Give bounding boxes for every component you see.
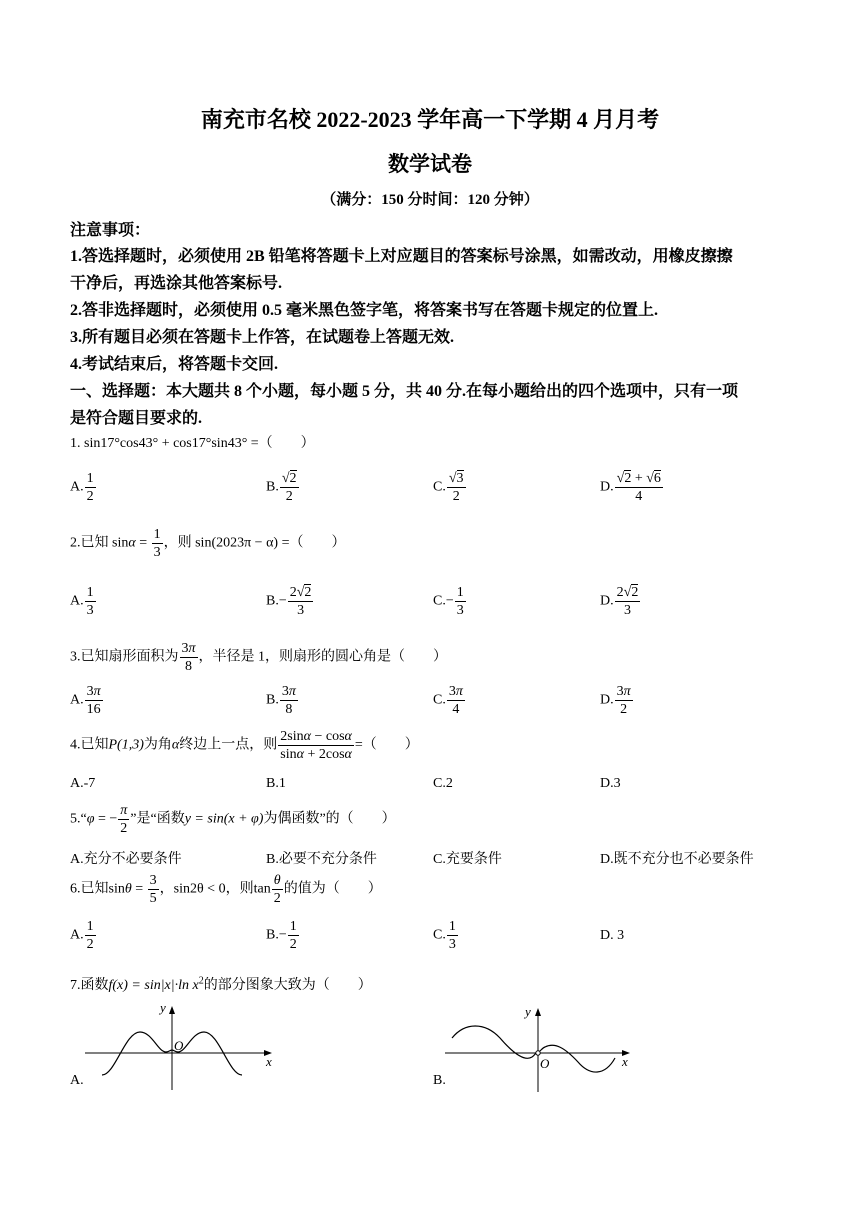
q2-option-a: A. $\frac{1}{3}$ — [70, 585, 94, 618]
note-item-1: 1.答选择题时，必须使用 2B 铅笔将答题卡上对应题目的答案标号涂黑，如需改动，用橡皮擦擦 — [70, 248, 733, 265]
page-title: 南充市名校 2022-2023 学年高一下学期 4 月月考 — [200, 107, 660, 132]
q2-option-d: D. $\frac{2√2}{3}$ — [600, 585, 639, 618]
y-axis-arrow — [169, 1006, 175, 1014]
y-axis-arrow — [535, 1008, 541, 1016]
graph-option-a — [80, 1000, 280, 1095]
curve-b — [452, 1026, 615, 1072]
score-info: （满分：150 分时间：120 分钟） — [321, 192, 539, 208]
q4-option-a: A.-7 — [70, 776, 96, 791]
page-subtitle: 数学试卷 — [388, 152, 472, 176]
q1-option-b: B. $\frac{√2}{2}$ — [266, 471, 297, 504]
q1-option-c: C. $\frac{√3}{2}$ — [433, 471, 464, 504]
q4-option-d: D.3 — [600, 776, 621, 791]
y-label: y — [525, 1004, 531, 1019]
q3-option-a: A. $\frac{3\pi}{16}$ — [70, 684, 101, 717]
q2-option-b: B.− $\frac{2√2}{3}$ — [266, 585, 312, 618]
graph-a-label: A. — [70, 1073, 84, 1088]
question-5-stem: 5.“φ = − $\frac{\pi}{2}$ ”是“函数y = sin(x + φ)为偶函数”的（ ） — [70, 803, 396, 836]
question-2-stem: 2.已知 sinα = $\frac{1}{3}$ ，则 sin(2023π − α) =（ ） — [70, 527, 346, 560]
q4-option-b: B.1 — [266, 776, 286, 791]
note-item-1-cont: 干净后，再选涂其他答案标号. — [70, 275, 283, 292]
q4-option-c: C.2 — [433, 776, 453, 791]
q6-option-b: B.− $\frac{1}{2}$ — [266, 919, 297, 952]
question-7-stem: 7.函数f(x) = sin|x|·ln $x^2$的部分图象大致为（ ） — [70, 975, 372, 993]
notes-heading: 注意事项： — [70, 222, 151, 239]
q6-option-c: C. $\frac{1}{3}$ — [433, 919, 456, 952]
x-label: x — [266, 1054, 272, 1069]
origin-hollow-point — [536, 1051, 540, 1055]
q6-option-d: D. 3 — [600, 928, 625, 943]
note-item-2: 2.答非选择题时，必须使用 0.5 毫米黑色签字笔，将答案书写在答题卡规定的位置上. — [70, 302, 659, 319]
question-4-stem: 4.已知P(1,3)为角α终边上一点，则 $\frac{2\sin\alpha - \cos\alpha}{\sin\alpha + 2\cos\alpha}$ =（ ） — [70, 729, 419, 762]
y-label: y — [160, 1000, 166, 1015]
origin-label: O — [540, 1056, 550, 1071]
q5-option-a: A.充分不必要条件 — [70, 852, 182, 867]
graph-option-b — [440, 1000, 640, 1095]
q5-option-b: B.必要不充分条件 — [266, 852, 377, 867]
q1-option-d: D. $\frac{√2 + √6}{4}$ — [600, 471, 661, 504]
q2-option-c: C.− $\frac{1}{3}$ — [433, 585, 464, 618]
q3-option-b: B. $\frac{3\pi}{8}$ — [266, 684, 296, 717]
q5-option-d: D.既不充分也不必要条件 — [600, 852, 754, 867]
q6-option-a: A. $\frac{1}{2}$ — [70, 919, 94, 952]
q3-option-c: C. $\frac{3\pi}{4}$ — [433, 684, 463, 717]
note-item-3: 3.所有题目必须在答题卡上作答，在试题卷上答题无效. — [70, 329, 455, 346]
section-heading: 一、选择题：本大题共 8 个小题，每小题 5 分，共 40 分.在每小题给出的四个选项中，只有一项 — [70, 383, 739, 400]
note-item-4: 4.考试结束后，将答题卡交回. — [70, 356, 279, 373]
question-3-stem: 3.已知扇形面积为 $\frac{3\pi}{8}$ ，半径是 1，则扇形的圆心角是（ ） — [70, 641, 448, 674]
q1-option-a: A. $\frac{1}{2}$ — [70, 471, 94, 504]
question-1-stem: 1. sin17°cos43° + cos17°sin43° =（ ） — [70, 436, 315, 451]
question-6-stem: 6.已知sinθ = $\frac{3}{5}$ ，sin2θ < 0，则tan $\frac{\theta}{2}$ 的值为（ ） — [70, 873, 382, 906]
q3-option-d: D. $\frac{3\pi}{2}$ — [600, 684, 631, 717]
origin-label: O — [174, 1038, 184, 1053]
q5-option-c: C.充要条件 — [433, 852, 502, 867]
graph-b-label: B. — [433, 1073, 446, 1088]
section-heading-cont: 是符合题目要求的. — [70, 410, 203, 427]
x-label: x — [622, 1054, 628, 1069]
